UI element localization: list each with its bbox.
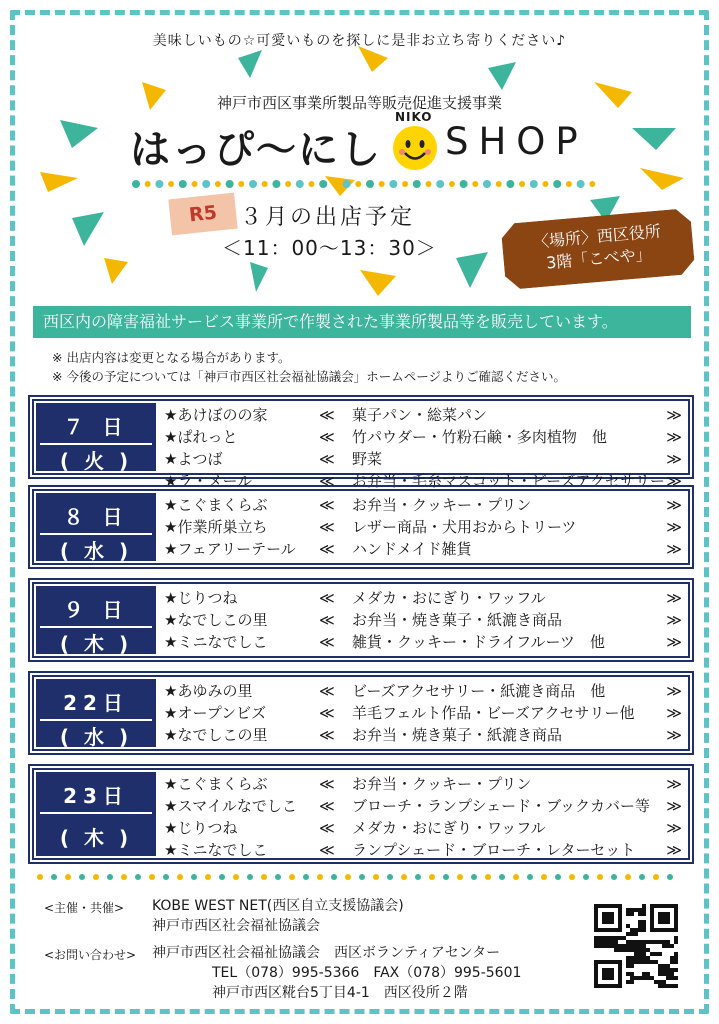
shop-products: 雑貨・クッキー・ドライフルーツ 他	[352, 633, 605, 651]
divider-dot	[233, 874, 239, 880]
divider-dot	[343, 180, 351, 188]
shop-products: 菓子パン・総菜パン	[352, 406, 488, 424]
weekday: ( 木 )	[59, 826, 133, 850]
divider-dot	[107, 874, 113, 880]
divider-dot	[359, 874, 365, 880]
location-line-1: 〈場所〉西区役所	[532, 221, 662, 252]
divider-dot	[319, 180, 327, 188]
bracket-open: ≪	[319, 450, 335, 468]
bracket-close: ≫	[666, 540, 682, 558]
shop-products: 竹パウダー・竹粉石鹸・多肉植物 他	[352, 428, 607, 446]
shop-products: ビーズアクセサリー・紙漉き商品 他	[352, 682, 606, 700]
schedule-day	[28, 485, 694, 569]
bracket-close: ≫	[666, 775, 682, 793]
divider-dot	[179, 180, 187, 188]
divider-dot	[93, 874, 99, 880]
shop-entry	[164, 795, 682, 817]
divider-dot	[653, 874, 659, 880]
bracket-close: ≫	[666, 682, 682, 700]
shop-products: 野菜	[352, 450, 383, 468]
shop-products: ランプシェード・ブローチ・レターセット	[352, 841, 636, 859]
divider-dot	[429, 874, 435, 880]
weekday: ( 火 )	[59, 449, 133, 473]
shop-products: お弁当・クッキー・プリン	[352, 496, 532, 514]
divider-dot	[275, 874, 281, 880]
bracket-close: ≫	[666, 841, 682, 859]
weekday: ( 水 )	[59, 539, 133, 563]
niko-label: NIKO	[395, 110, 433, 124]
divider-dot	[309, 181, 315, 187]
divider-dot	[555, 874, 561, 880]
shop-name: ★フェアリーテール	[164, 540, 296, 558]
divider-dot	[192, 181, 198, 187]
shop-name: ★ミニなでしこ	[164, 841, 268, 859]
shop-name: ★じりつね	[164, 819, 238, 837]
divider-dot	[65, 874, 71, 880]
divider-dot	[519, 181, 525, 187]
bracket-close: ≫	[666, 406, 682, 424]
shop-entry	[164, 817, 682, 839]
divider-dot	[202, 180, 210, 188]
divider-dot	[226, 180, 234, 188]
bracket-open: ≪	[319, 841, 335, 859]
business-hours: ＜11：00～13：30＞	[222, 236, 437, 260]
shop-products: お弁当・クッキー・プリン	[352, 775, 532, 793]
shop-list	[164, 587, 682, 653]
shop-entry	[164, 426, 682, 448]
shop-title	[130, 110, 600, 178]
bracket-close: ≫	[666, 726, 682, 744]
shop-name: ★ミニなでしこ	[164, 633, 268, 651]
title-part-2: SHOP	[445, 120, 588, 163]
shop-entry	[164, 404, 682, 426]
note-line: ※ 出店内容は変更となる場合があります。	[52, 350, 291, 365]
divider-dot	[443, 874, 449, 880]
divider-dot	[249, 180, 257, 188]
divider-dot	[577, 180, 585, 188]
date-block	[36, 772, 156, 856]
footer-dot-divider	[35, 873, 685, 881]
shop-name: ★あけぼのの家	[164, 406, 268, 424]
divider-dot	[639, 874, 645, 880]
divider-dot	[499, 874, 505, 880]
bracket-open: ≪	[319, 726, 335, 744]
bracket-open: ≪	[319, 775, 335, 793]
divider-dot	[436, 180, 444, 188]
organizer-1: KOBE WEST NET(西区自立支援協議会)	[152, 898, 404, 914]
shop-entry	[164, 494, 682, 516]
bracket-open: ≪	[319, 540, 335, 558]
shop-name: ★ラ・メール	[164, 472, 253, 490]
smiley-face-icon	[391, 124, 439, 172]
shop-name: ★作業所巣立ち	[164, 518, 268, 536]
bracket-close: ≫	[666, 428, 682, 446]
shop-name: ★よつば	[164, 450, 223, 468]
divider-dot	[205, 874, 211, 880]
divider-dot	[285, 181, 291, 187]
bracket-close: ≫	[666, 633, 682, 651]
date-block	[36, 586, 156, 654]
divider-dot	[401, 874, 407, 880]
shop-name: ★あゆみの里	[164, 682, 253, 700]
divider-dot	[460, 180, 468, 188]
bracket-open: ≪	[319, 633, 335, 651]
bracket-open: ≪	[319, 589, 335, 607]
location-line-2: 3階「こべや」	[545, 244, 653, 273]
schedule-day-inner	[32, 489, 690, 565]
organizer-2: 神戸市西区社会福祉協議会	[152, 918, 320, 934]
bracket-close: ≫	[666, 611, 682, 629]
bracket-open: ≪	[319, 428, 335, 446]
bracket-close: ≫	[666, 518, 682, 536]
plan-title: ３月の出店予定	[240, 205, 416, 230]
divider-dot	[472, 181, 478, 187]
divider-dot	[296, 180, 304, 188]
divider-dot	[483, 180, 491, 188]
contact-phone: TEL（078）995-5366 FAX（078）995-5601	[212, 965, 522, 981]
divider-dot	[247, 874, 253, 880]
divider-dot	[177, 874, 183, 880]
shop-list	[164, 680, 682, 746]
subtitle: 神戸市西区事業所製品等販売促進支援事業	[216, 94, 502, 112]
shop-list	[164, 773, 682, 861]
shop-products: お弁当・焼き菓子・紙漉き商品	[352, 611, 563, 629]
bracket-close: ≫	[666, 496, 682, 514]
bracket-close: ≫	[666, 797, 682, 815]
divider-dot	[289, 874, 295, 880]
schedule-day	[28, 395, 694, 490]
schedule-day	[28, 671, 694, 755]
divider-dot	[402, 181, 408, 187]
contact-label: <お問い合わせ>	[44, 948, 137, 962]
bracket-open: ≪	[319, 496, 335, 514]
divider-dot	[530, 180, 538, 188]
shop-entry	[164, 631, 682, 653]
shop-entry	[164, 773, 682, 795]
schedule-day-inner	[32, 399, 690, 490]
shop-products: ハンドメイド雑貨	[352, 540, 472, 558]
date-block	[36, 403, 156, 471]
divider-dot	[379, 181, 385, 187]
bracket-close: ≫	[666, 450, 682, 468]
contact-org: 神戸市西区社会福祉協議会 西区ボランティアセンター	[152, 945, 501, 961]
date-number: ８ 日	[40, 501, 152, 535]
divider-dot	[471, 874, 477, 880]
weekday: ( 木 )	[59, 632, 133, 656]
divider-dot	[373, 874, 379, 880]
divider-dot	[155, 180, 163, 188]
shop-products: 羊毛フェルト作品・ビーズアクセサリー他	[352, 704, 635, 722]
shop-name: ★なでしこの里	[164, 611, 268, 629]
bracket-close: ≫	[666, 472, 682, 490]
divider-dot	[513, 874, 519, 880]
shop-name: ★こぐまくらぶ	[164, 496, 268, 514]
divider-dot	[79, 874, 85, 880]
divider-dot	[262, 181, 268, 187]
divider-dot	[261, 874, 267, 880]
notes	[52, 348, 566, 386]
date-number: ９ 日	[40, 594, 152, 628]
divider-dot	[345, 874, 351, 880]
note-line: ※ 今後の予定については「神戸市西区社会福祉協議会」ホームページよりご確認ください。	[52, 369, 566, 384]
divider-dot	[366, 180, 374, 188]
shop-products: ブローチ・ランプシェード・ブックカバー等	[352, 797, 651, 815]
divider-dot	[667, 874, 673, 880]
qr-code[interactable]	[590, 900, 682, 992]
bracket-open: ≪	[319, 704, 335, 722]
divider-dot	[589, 181, 595, 187]
divider-dot	[332, 181, 338, 187]
divider-dot	[389, 180, 397, 188]
divider-dot	[496, 181, 502, 187]
bracket-open: ≪	[319, 518, 335, 536]
divider-dot	[355, 181, 361, 187]
divider-dot	[583, 874, 589, 880]
divider-dot	[145, 181, 151, 187]
shop-entry	[164, 587, 682, 609]
bracket-open: ≪	[319, 682, 335, 700]
shop-entry	[164, 448, 682, 470]
info-banner: 西区内の障害福祉サービス事業所で作製された事業所製品等を販売しています。	[33, 306, 691, 338]
divider-dot	[569, 874, 575, 880]
divider-dot	[121, 874, 127, 880]
shop-name: ★こぐまくらぶ	[164, 775, 268, 793]
divider-dot	[485, 874, 491, 880]
organizer-label: <主催・共催>	[44, 901, 125, 915]
divider-dot	[625, 874, 631, 880]
schedule-day-inner	[32, 768, 690, 860]
bracket-open: ≪	[319, 797, 335, 815]
fiscal-year-badge: R5	[168, 193, 237, 236]
divider-dot	[506, 180, 514, 188]
schedule-day-inner	[32, 675, 690, 751]
shop-entry	[164, 680, 682, 702]
shop-entry	[164, 724, 682, 746]
bracket-close: ≫	[666, 704, 682, 722]
date-block	[36, 493, 156, 561]
divider-dot	[219, 874, 225, 880]
shop-products: お弁当・焼き菓子・紙漉き商品	[352, 726, 563, 744]
divider-dot	[527, 874, 533, 880]
title-part-1: はっぴ～にし	[130, 127, 382, 173]
shop-name: ★スマイルなでしこ	[164, 797, 297, 815]
divider-dot	[215, 181, 221, 187]
divider-dot	[149, 874, 155, 880]
shop-list	[164, 494, 682, 560]
divider-dot	[191, 874, 197, 880]
shop-name: ★なでしこの里	[164, 726, 268, 744]
shop-entry	[164, 538, 682, 560]
bracket-open: ≪	[319, 611, 335, 629]
shop-products: メダカ・おにぎり・ワッフル	[352, 589, 546, 607]
divider-dot	[541, 874, 547, 880]
divider-dot	[317, 874, 323, 880]
tagline: 美味しいもの☆可愛いものを探しに是非お立ち寄りください♪	[152, 33, 567, 49]
date-number: 22日	[40, 687, 152, 721]
bracket-close: ≫	[666, 589, 682, 607]
schedule-day	[28, 578, 694, 662]
shop-entry	[164, 702, 682, 724]
divider-dot	[457, 874, 463, 880]
shop-entry	[164, 609, 682, 631]
divider-dot	[387, 874, 393, 880]
date-block	[36, 679, 156, 747]
divider-dot	[413, 180, 421, 188]
divider-dot	[415, 874, 421, 880]
divider-dot	[331, 874, 337, 880]
divider-dot	[37, 874, 43, 880]
shop-name: ★ぱれっと	[164, 428, 238, 446]
shop-products: メダカ・おにぎり・ワッフル	[352, 819, 546, 837]
shop-name: ★オープンビズ	[164, 704, 267, 722]
divider-dot	[597, 874, 603, 880]
divider-dot	[51, 874, 57, 880]
divider-dot	[238, 181, 244, 187]
shop-products: お弁当・毛糸マスコット・ビーズアクセサリー	[352, 472, 665, 490]
divider-dot	[553, 180, 561, 188]
shop-list	[164, 404, 682, 492]
bracket-open: ≪	[319, 406, 335, 424]
divider-dot	[611, 874, 617, 880]
weekday: ( 水 )	[59, 725, 133, 749]
date-number: 23日	[40, 780, 152, 814]
divider-dot	[132, 180, 140, 188]
divider-dot	[303, 874, 309, 880]
divider-dot	[272, 180, 280, 188]
date-number: ７ 日	[40, 411, 152, 445]
divider-dot	[449, 181, 455, 187]
shop-products: レザー商品・犬用おからトリーツ	[352, 518, 577, 536]
shop-entry	[164, 839, 682, 861]
dot-divider	[130, 178, 600, 190]
divider-dot	[135, 874, 141, 880]
divider-dot	[426, 181, 432, 187]
divider-dot	[566, 181, 572, 187]
shop-name: ★じりつね	[164, 589, 238, 607]
bracket-open: ≪	[319, 819, 335, 837]
bracket-open: ≪	[319, 472, 335, 490]
divider-dot	[163, 874, 169, 880]
schedule-day-inner	[32, 582, 690, 658]
bracket-close: ≫	[666, 819, 682, 837]
contact-address: 神戸市西区糀台5丁目4-1 西区役所２階	[212, 985, 468, 1001]
schedule-day	[28, 764, 694, 864]
divider-dot	[168, 181, 174, 187]
divider-dot	[543, 181, 549, 187]
shop-entry	[164, 516, 682, 538]
